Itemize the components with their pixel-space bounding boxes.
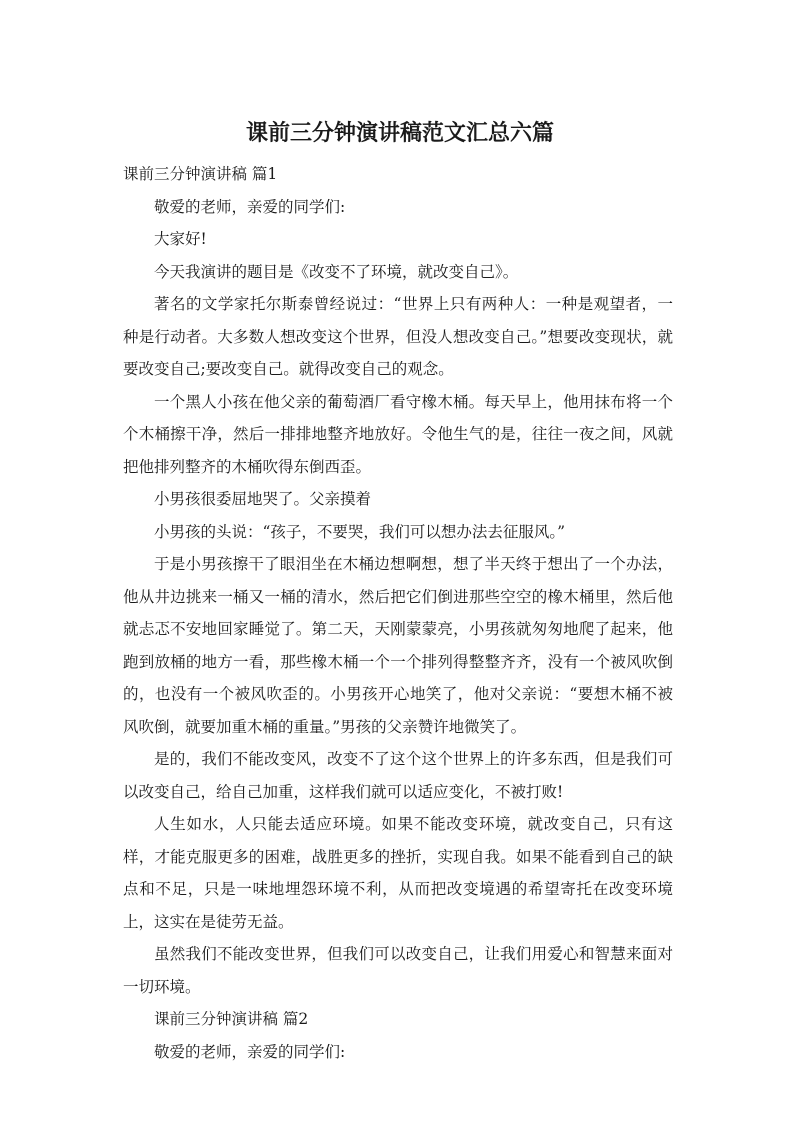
paragraph: 于是小男孩擦干了眼泪坐在木桶边想啊想，想了半天终于想出了一个办法，他从井边挑来一桶又一桶的清水，然后把它们倒进那些空空的橡木桶里，然后他就忐忑不安地回家睡觉了。第二天，天刚蒙蒙亮，小男孩就匆匆地爬了起来，他跑到放桶的地方一看，那些橡木桶一个一个排列得整整齐齐，没有一个被风吹倒的，也没有一个被风吹歪的。小男孩开心地笑了，他对父亲说：“要想木桶不被风吹倒，就要加重木桶的重量。”男孩的父亲赞许地微笑了。 — [123, 555, 673, 736]
document-body — [123, 158, 673, 1068]
paragraph: 人生如水，人只能去适应环境。如果不能改变环境，就改变自己，只有这样，才能克服更多的困难，战胜更多的挫折，实现自我。如果不能看到自己的缺点和不足，只是一味地埋怨环境不利，从而把改变境遇的希望寄托在改变环境上，这实在是徒劳无益。 — [123, 815, 673, 931]
paragraph: 大家好! — [154, 230, 207, 248]
document-title: 课前三分钟演讲稿范文汇总六篇 — [245, 121, 554, 146]
paragraph: 一个黑人小孩在他父亲的葡萄酒厂看守橡木桶。每天早上，他用抹布将一个个木桶擦干净，然后一排排地整齐地放好。令他生气的是，往往一夜之间，风就把他排列整齐的木桶吹得东倒西歪。 — [123, 392, 673, 476]
paragraph: 敬爱的老师，亲爱的同学们: — [154, 197, 346, 216]
paragraph: 著名的文学家托尔斯泰曾经说过：“世界上只有两种人：一种是观望者，一种是行动者。大多数人想改变这个世界，但没人想改变自己。”想要改变现状，就要改变自己;要改变自己。就得改变自己的观念。 — [123, 295, 673, 378]
paragraph: 小男孩的头说：“孩子，不要哭，我们可以想办法去征服风。” — [154, 522, 566, 541]
paragraph: 虽然我们不能改变世界，但我们可以改变自己，让我们用爱心和智慧来面对一切环境。 — [123, 945, 673, 996]
paragraph: 小男孩很委屈地哭了。父亲摸着 — [154, 490, 372, 508]
paragraph: 敬爱的老师，亲爱的同学们: — [154, 1042, 346, 1061]
paragraph: 今天我演讲的题目是《改变不了环境，就改变自己》。 — [154, 262, 519, 281]
paragraph: 是的，我们不能改变风，改变不了这个这个世界上的许多东西，但是我们可以改变自己，给自己加重，这样我们就可以适应变化，不被打败! — [123, 750, 673, 801]
section-heading: 课前三分钟演讲稿 篇1 — [123, 165, 278, 183]
section-heading: 课前三分钟演讲稿 篇2 — [154, 1010, 309, 1028]
